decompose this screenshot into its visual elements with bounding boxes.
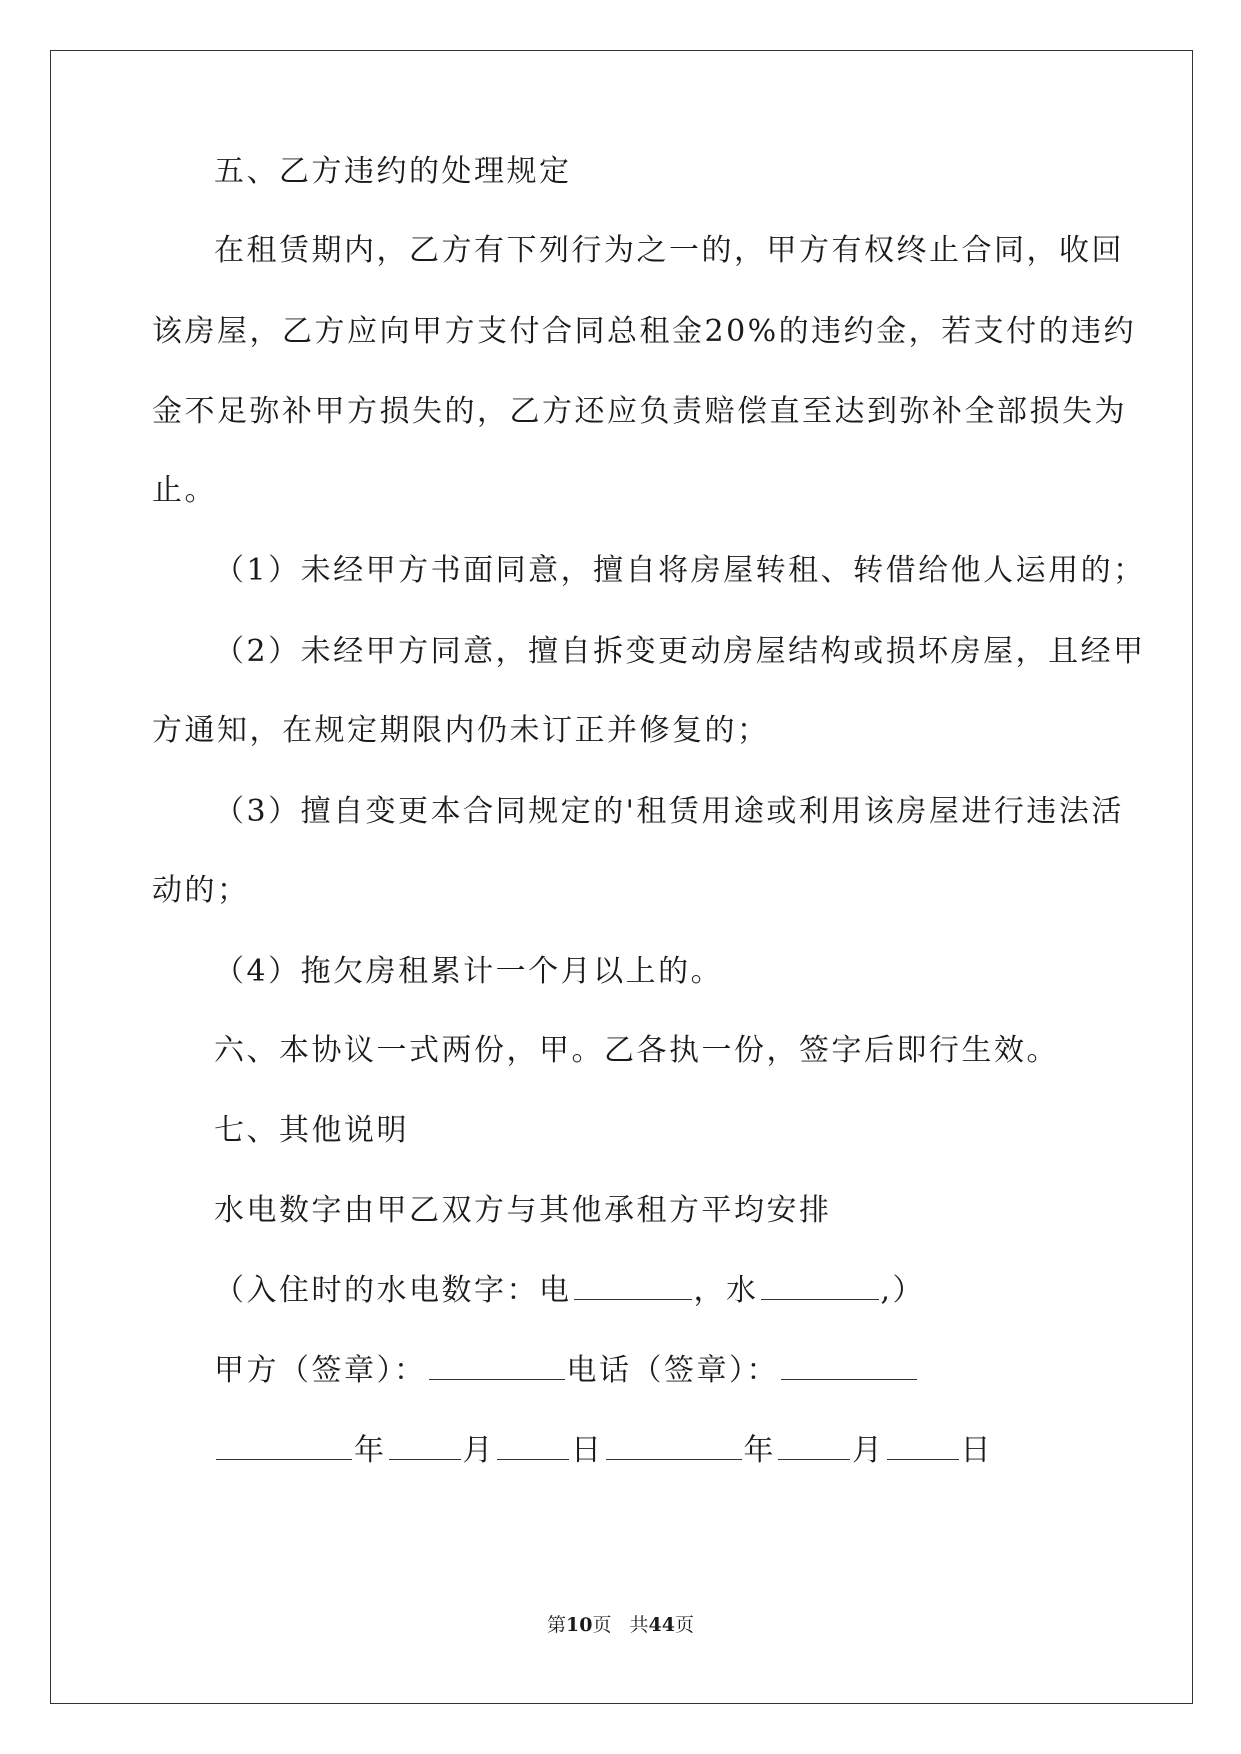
day-label-2: 日 [960,1433,993,1468]
section-heading-6: 六、本协议一式两份，甲。乙各执一份，签字后即行生效。 [214,1033,1059,1068]
total-pages: 44 [648,1614,675,1636]
list-item: （1）未经甲方书面同意，擅自将房屋转租、转借给他人运用的； [214,553,1146,588]
meter-reading-line [214,1271,925,1311]
section-heading-7: 七、其他说明 [214,1113,409,1148]
year-label-2: 年 [743,1433,776,1468]
year-label: 年 [354,1433,387,1468]
phone-label: 电话（签章）： [566,1353,779,1388]
party-a-label: 甲方（签章）： [214,1353,427,1388]
year-blank-2 [606,1431,742,1460]
list-item: （4）拖欠房租累计一个月以上的。 [214,954,724,989]
party-a-blank [429,1351,565,1380]
month-blank [389,1431,461,1460]
list-item: （2）未经甲方同意，擅自拆变更动房屋结构或损坏房屋，且经甲 [214,634,1146,669]
phone-blank [781,1351,917,1380]
paragraph-line: 金不足弥补甲方损失的，乙方还应负责赔偿直至达到弥补全部损失为 [152,394,1127,429]
month-label: 月 [462,1433,495,1468]
year-blank [216,1431,352,1460]
meter-prefix: （入住时的水电数字：电 [214,1273,572,1308]
month-label-2: 月 [852,1433,885,1468]
list-item: （3）擅自变更本合同规定的'租赁用途或利用该房屋进行违法活 [214,794,1124,829]
section-heading-5: 五、乙方违约的处理规定 [214,154,572,189]
water-blank [761,1271,879,1300]
paragraph-line: 方通知，在规定期限内仍未订正并修复的； [152,713,770,748]
day-blank [497,1431,569,1460]
paragraph-line: 止。 [152,473,217,508]
paragraph-line: 动的； [152,873,250,908]
day-label: 日 [571,1433,604,1468]
date-line [214,1431,993,1471]
meter-mid: ，水 [693,1273,759,1308]
month-blank-2 [778,1431,850,1460]
electricity-blank [574,1271,692,1300]
total-suffix: 页 [674,1614,694,1636]
signature-line [214,1351,919,1391]
total-prefix: 共 [629,1614,649,1636]
paragraph-line: 水电数字由甲乙双方与其他承租方平均安排 [214,1193,832,1228]
page-number: 10 [566,1614,593,1636]
paragraph-line: 该房屋，乙方应向甲方支付合同总租金20%的违约金，若支付的违约 [152,314,1137,349]
meter-suffix: ,） [880,1273,926,1308]
page-suffix: 页 [592,1614,612,1636]
paragraph-line: 在租赁期内，乙方有下列行为之一的，甲方有权终止合同，收回 [214,233,1124,268]
page-footer [0,1613,1241,1637]
day-blank-2 [887,1431,959,1460]
page-prefix: 第 [547,1614,567,1636]
